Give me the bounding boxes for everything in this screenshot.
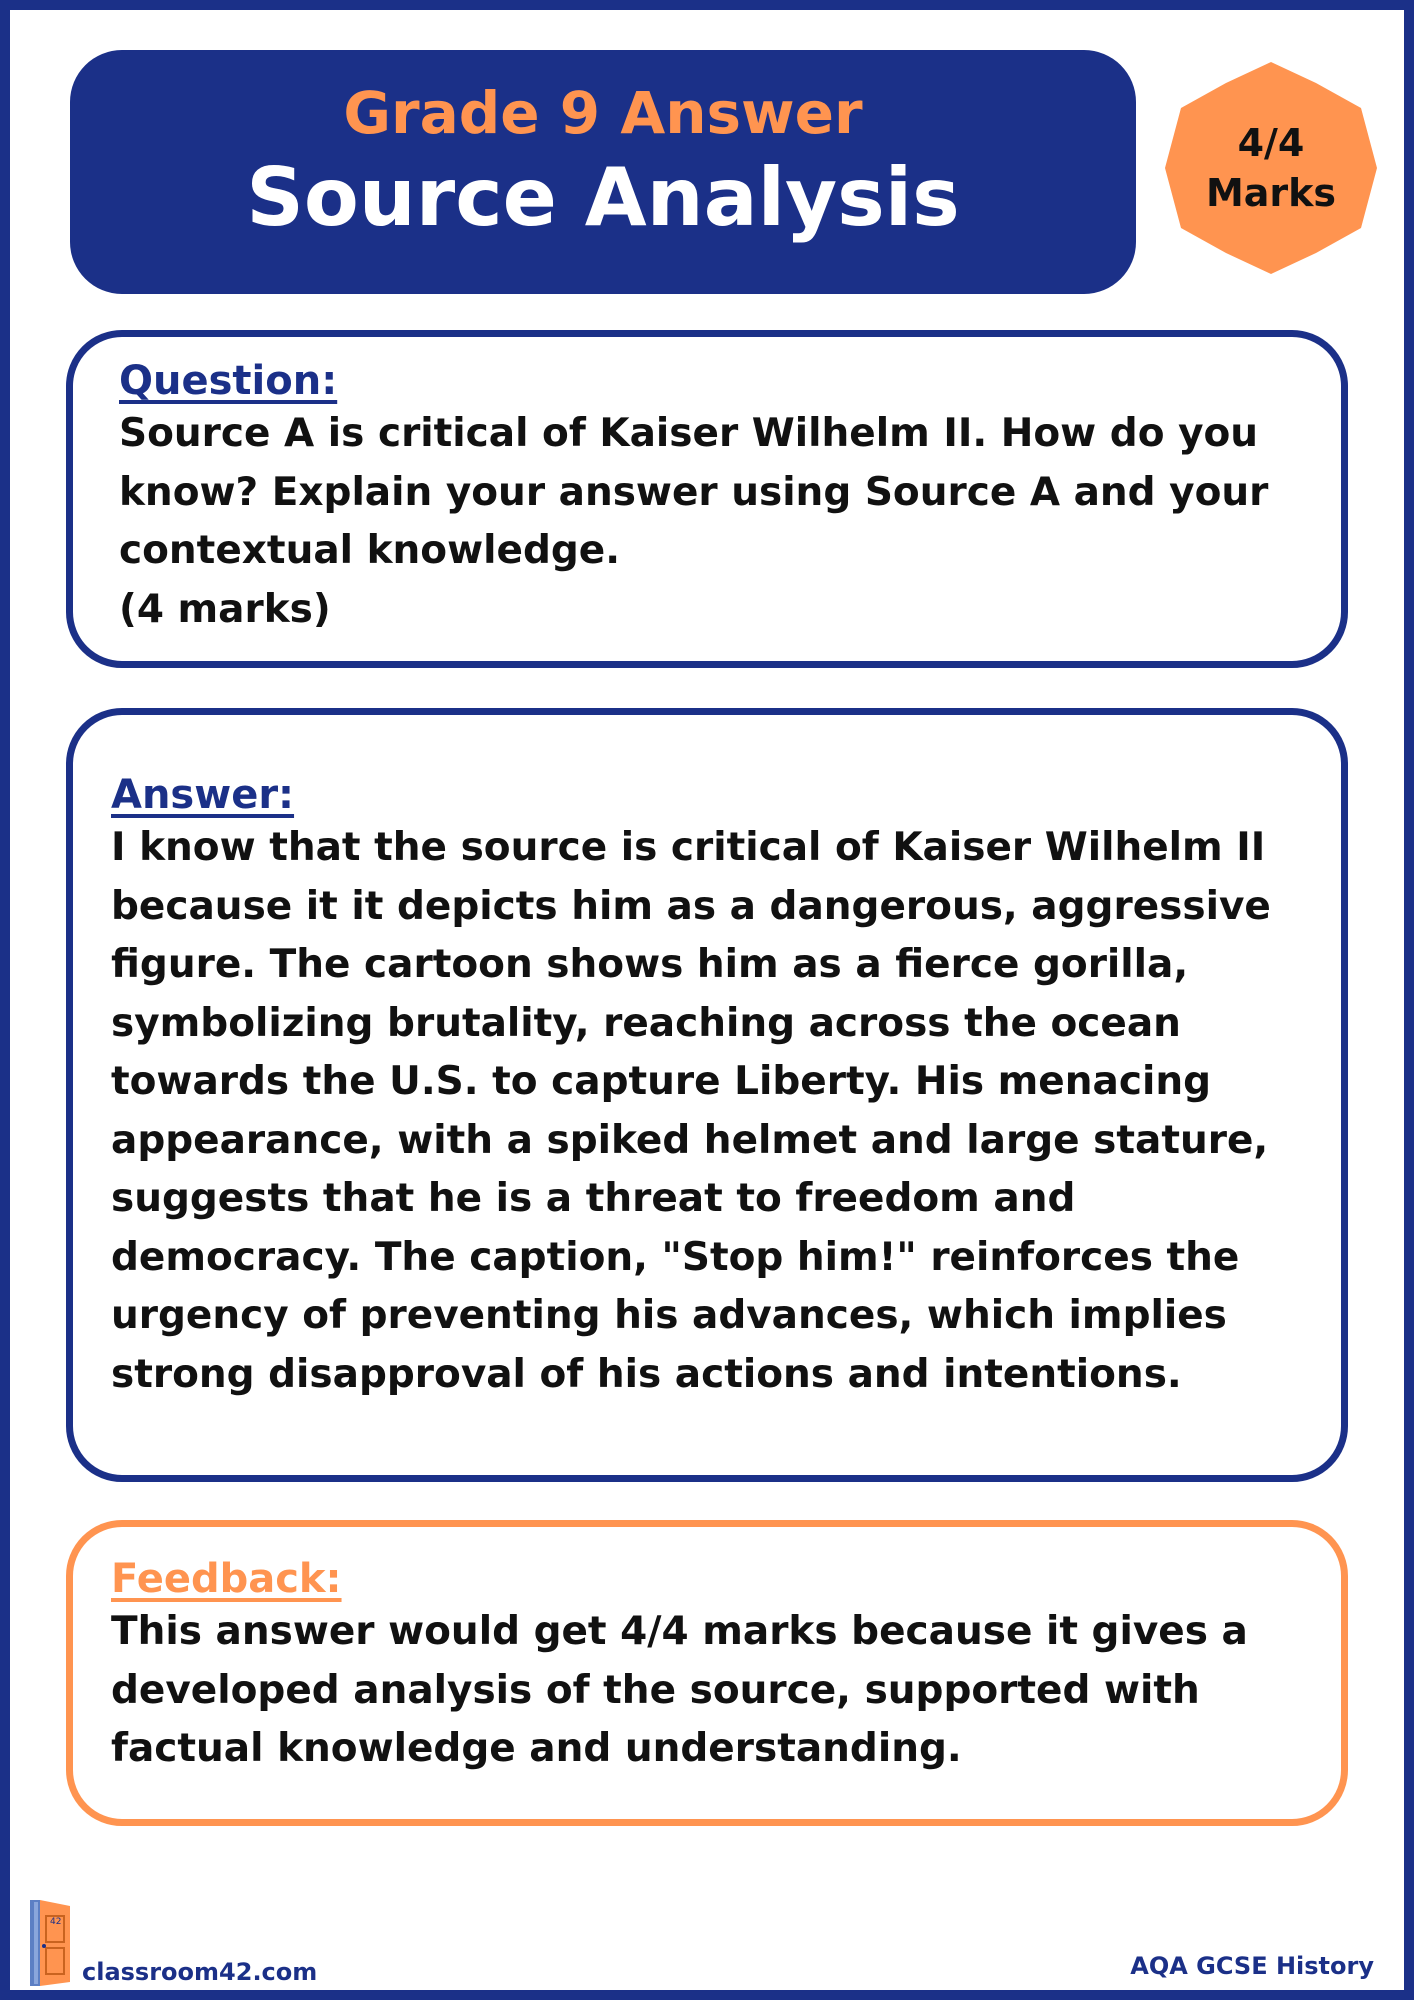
door-logo-icon xyxy=(28,1896,74,1988)
badge-score: 4/4 xyxy=(1237,121,1305,165)
page-title: Source Analysis xyxy=(246,151,960,244)
feedback-heading: Feedback: xyxy=(111,1556,342,1602)
answer-heading: Answer: xyxy=(111,772,295,818)
question-heading: Question: xyxy=(119,358,338,404)
question-text: Source A is critical of Kaiser Wilhelm II. How do you know? Explain your answer using Source A and your contextual knowledge. (4 marks) xyxy=(119,411,1269,632)
question-card xyxy=(66,330,1348,668)
marks-badge xyxy=(1165,62,1377,274)
answer-text: I know that the source is critical of Kaiser Wilhelm II because it it depicts him as a dangerous, aggressive figure. The cartoon shows him as a fierce gorilla, symbolizing brutality, reaching across the ocean towards the U.S. to capture Liberty. His menacing appearance, with a spiked helmet and large stature, suggests that he is a threat to freedom and democracy. The caption, "Stop him!" reinforces the urgency of preventing his advances, which implies strong disapproval of his actions and intentions. xyxy=(111,825,1271,1397)
page-subtitle: Grade 9 Answer xyxy=(343,79,863,147)
footer-brand xyxy=(28,1888,317,1988)
title-banner xyxy=(70,50,1136,294)
feedback-text: This answer would get 4/4 marks because it gives a developed analysis of the source, supported with factual knowledge and understanding. xyxy=(111,1609,1248,1771)
answer-card xyxy=(66,708,1348,1482)
feedback-card xyxy=(66,1520,1348,1826)
footer-subject: AQA GCSE History xyxy=(1130,1952,1374,1980)
logo-number: 42 xyxy=(50,1917,62,1927)
badge-label: Marks xyxy=(1205,171,1337,215)
footer-site-link[interactable]: classroom42.com xyxy=(82,1958,318,1986)
